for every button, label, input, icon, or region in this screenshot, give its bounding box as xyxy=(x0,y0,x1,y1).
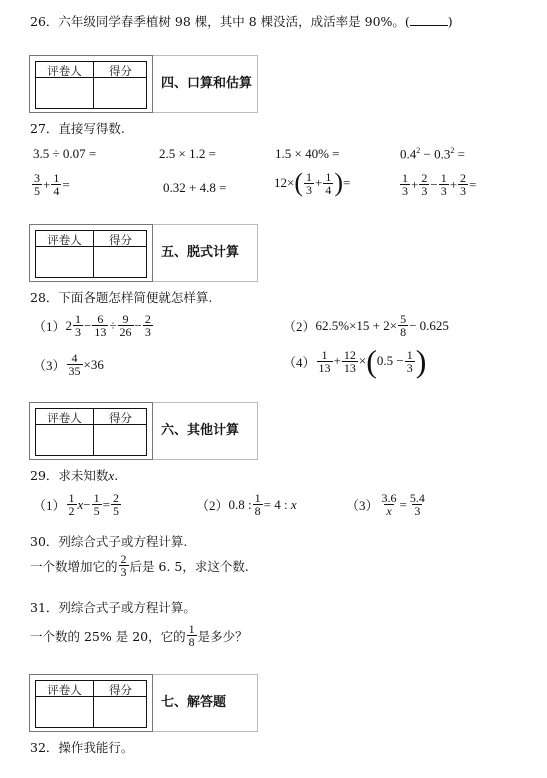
score-box-section-6 xyxy=(29,402,258,460)
reviewer-header: 评卷人 xyxy=(47,64,82,78)
q27-item-5: $\frac{3}{5}$ + $\frac{1}{4}$ = xyxy=(34,171,70,198)
question-26-close: ) xyxy=(447,14,453,29)
score-table xyxy=(29,402,153,460)
score-table xyxy=(29,55,153,113)
q28-part-2: （2） 62.5%×15 + 2× $\frac{5}{8}$ − 0.625 xyxy=(283,312,449,339)
question-31-title: 31．列综合式子或方程计算。 xyxy=(30,600,196,615)
reviewer-header: 评卷人 xyxy=(47,233,82,247)
section-title: 四、口算和估算 xyxy=(153,55,258,113)
reviewer-header: 评卷人 xyxy=(47,411,82,425)
section-title: 六、其他计算 xyxy=(153,402,258,460)
score-header: 得分 xyxy=(109,233,132,247)
question-32-title: 32．操作我能行。 xyxy=(30,740,134,755)
q27-item-6: 0.32 + 4.8 = xyxy=(163,180,227,195)
q28-part-3: （3） $\frac{4}{35}$ ×36 xyxy=(33,351,104,378)
score-header: 得分 xyxy=(109,64,132,78)
q29-part-3: （3） $\frac{3.6}{x}$ = $\frac{5.4}{3}$ xyxy=(346,491,425,518)
q30-text: 一个数增加它的 $\frac{2}{3}$ 后是 6. 5，求这个数. xyxy=(30,552,249,579)
question-27-title: 27．直接写得数. xyxy=(30,121,125,136)
score-table xyxy=(29,224,153,282)
score-box-section-5 xyxy=(29,224,258,282)
question-28-title: 28．下面各题怎样简便就怎样算. xyxy=(30,290,213,305)
score-header: 得分 xyxy=(109,411,132,425)
q29-part-2: （2） 0.8 : $\frac{1}{8}$ = 4 : x xyxy=(196,491,297,518)
q31-text: 一个数的 25% 是 20，它的 $\frac{1}{8}$ 是多少？ xyxy=(30,622,248,649)
q27-item-2: 2.5 × 1.2 = xyxy=(159,146,216,161)
q29-part-1: （1） $\frac{1}{2}$ x − $\frac{1}{5}$ = $\frac{2}{5}$ xyxy=(33,491,119,518)
q27-item-7: 12× ( $\frac{1}{3}$ + $\frac{1}{4}$ ) = xyxy=(274,168,351,197)
answer-blank[interactable] xyxy=(410,14,448,26)
score-box-section-7 xyxy=(29,674,258,732)
q27-item-3: 1.5 × 40% = xyxy=(275,146,340,161)
question-29-title: 29．求未知数x. xyxy=(30,468,119,483)
q27-item-4: $0.4^2 - 0.3^2$ = xyxy=(400,146,465,162)
q28-part-4: （4） $\frac{1}{13}$ + $\frac{12}{13}$ × ( 0.5 − $\frac{1}{3}$ ) xyxy=(283,343,427,379)
q28-part-1: （1） 2 $\frac{1}{3}$ − $\frac{6}{13}$ ÷ $\frac{9}{26}$ − $\frac{2}{3}$ xyxy=(33,312,151,339)
score-table xyxy=(29,674,153,732)
q27-item-8: $\frac{1}{3}$ + $\frac{2}{3}$ − $\frac{1}{3}$ + $\frac{2}{3}$ = xyxy=(402,171,477,198)
score-box-section-4 xyxy=(29,55,258,113)
section-title: 五、脱式计算 xyxy=(153,224,258,282)
section-title: 七、解答题 xyxy=(153,674,258,732)
score-header: 得分 xyxy=(109,683,132,697)
question-26-text: 26．六年级同学春季植树 98 棵，其中 8 棵没活，成活率是 90%。( xyxy=(30,14,410,29)
question-30-title: 30．列综合式子或方程计算. xyxy=(30,534,188,549)
reviewer-header: 评卷人 xyxy=(47,683,82,697)
q27-item-1: 3.5 ÷ 0.07 = xyxy=(33,146,97,161)
question-26 xyxy=(30,12,453,30)
